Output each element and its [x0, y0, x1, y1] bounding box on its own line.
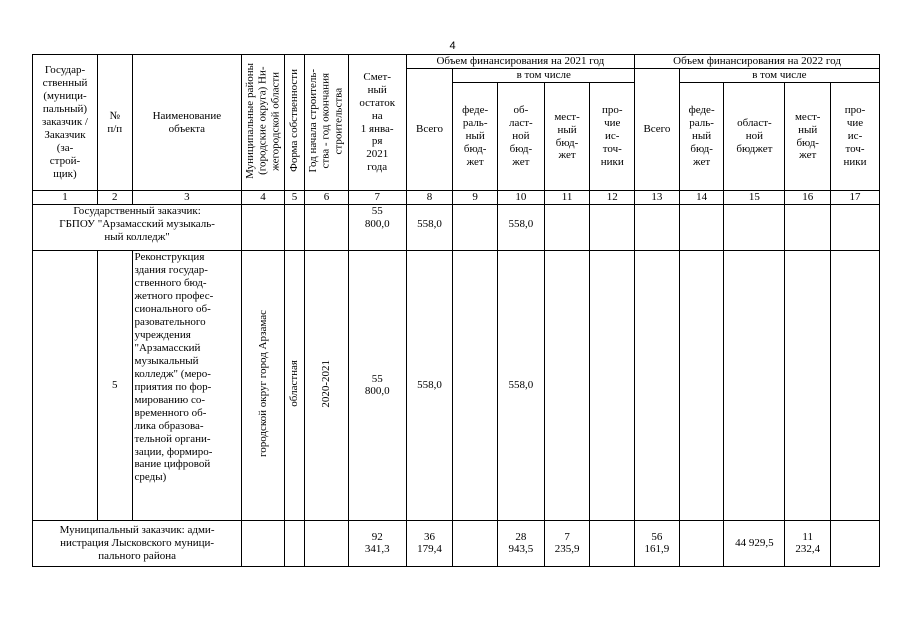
table-row-customer-1 [33, 204, 880, 250]
header-customer: Государ- ственный (муници- пальный) заказчик / Заказчик (за- строй- щик) [33, 55, 98, 191]
customer-2-local-2022: 11 232,4 [785, 520, 831, 566]
header-fin-2022: Объем финансирования на 2022 год [635, 55, 880, 69]
customer-2-estimate: 92 341,3 [348, 520, 406, 566]
page-number: 4 [449, 40, 456, 52]
item-5-district-cell [242, 250, 285, 520]
col-number: 15 [724, 191, 785, 205]
col-number: 2 [97, 191, 132, 205]
header-regional-2021: об- ласт- ной бюд- жет [498, 83, 545, 191]
header-local-2022: мест- ный бюд- жет [785, 83, 831, 191]
header-local-2021: мест- ный бюд- жет [544, 83, 590, 191]
col-number: 10 [498, 191, 545, 205]
customer-1-name: Государственный заказчик: ГБПОУ "Арзамасский музыкаль- ный колледж" [33, 204, 242, 250]
header-total-2022: Всего [635, 69, 680, 191]
header-num: № п/п [97, 55, 132, 191]
header-years-cell [305, 55, 349, 191]
item-5-district: городской округ город Арзамас [256, 309, 269, 457]
header-district-cell [242, 55, 285, 191]
header-estimate: Смет- ный остаток на 1 янва- ря 2021 года [348, 55, 406, 191]
header-years: Год начала строитель- ства - год окончания строительства [307, 68, 345, 173]
header-ownership: Форма собственности [288, 69, 301, 172]
header-district: Муниципальные районы (городские округа) Ни- жегородской области [244, 62, 282, 179]
header-total-2021: Всего [406, 69, 453, 191]
header-object-name: Наименование объекта [132, 55, 242, 191]
item-5-estimate: 55 800,0 [348, 250, 406, 520]
customer-2-regional-2022: 44 929,5 [724, 520, 785, 566]
item-5-years: 2020-2021 [320, 359, 333, 408]
header-federal-2022: феде- раль- ный бюд- жет [679, 83, 724, 191]
customer-2-name: Муниципальный заказчик: адми- нистрация Лысковского муници- пального района [33, 520, 242, 566]
header-ownership-cell [284, 55, 304, 191]
item-5-regional-2021: 558,0 [498, 250, 545, 520]
col-number: 3 [132, 191, 242, 205]
col-number: 1 [33, 191, 98, 205]
table-row-customer-2 [33, 520, 880, 566]
item-5-ownership-cell [284, 250, 304, 520]
col-number: 5 [284, 191, 304, 205]
col-number: 8 [406, 191, 453, 205]
customer-2-regional-2021: 28 943,5 [498, 520, 545, 566]
column-number-row [33, 191, 880, 205]
col-number: 4 [242, 191, 285, 205]
header-federal-2021: феде- раль- ный бюд- жет [453, 83, 498, 191]
col-number: 6 [305, 191, 349, 205]
customer-2-total-2021: 36 179,4 [406, 520, 453, 566]
header-including-2021: в том числе [453, 69, 635, 83]
item-5-name: Реконструкция здания государ- ственного бюд- жетного профес- сионального об- разовательного учреждения "Арзамасский музыкальный колледж" (меро- приятия по фор- мированию со- временного об- лика образова- тельной органи- зации, формиро- вание цифровой среды) [132, 250, 242, 520]
col-number: 12 [590, 191, 635, 205]
customer-1-total-2021: 558,0 [406, 204, 453, 250]
header-other-2022: про- чие ис- точ- ники [831, 83, 880, 191]
col-number: 16 [785, 191, 831, 205]
financing-table [32, 54, 880, 567]
item-5-years-cell [305, 250, 349, 520]
col-number: 13 [635, 191, 680, 205]
col-number: 9 [453, 191, 498, 205]
col-number: 11 [544, 191, 590, 205]
header-including-2022: в том числе [679, 69, 879, 83]
header-other-2021: про- чие ис- точ- ники [590, 83, 635, 191]
col-number: 7 [348, 191, 406, 205]
col-number: 17 [831, 191, 880, 205]
table-row-item-5 [33, 250, 880, 520]
item-5-ownership: областная [288, 360, 301, 407]
customer-2-local-2021: 7 235,9 [544, 520, 590, 566]
col-number: 14 [679, 191, 724, 205]
customer-2-total-2022: 56 161,9 [635, 520, 680, 566]
item-5-num: 5 [97, 250, 132, 520]
customer-1-regional-2021: 558,0 [498, 204, 545, 250]
customer-1-estimate: 55 800,0 [348, 204, 406, 250]
header-fin-2021: Объем финансирования на 2021 год [406, 55, 634, 69]
header-regional-2022: област- ной бюджет [724, 83, 785, 191]
item-5-total-2021: 558,0 [406, 250, 453, 520]
